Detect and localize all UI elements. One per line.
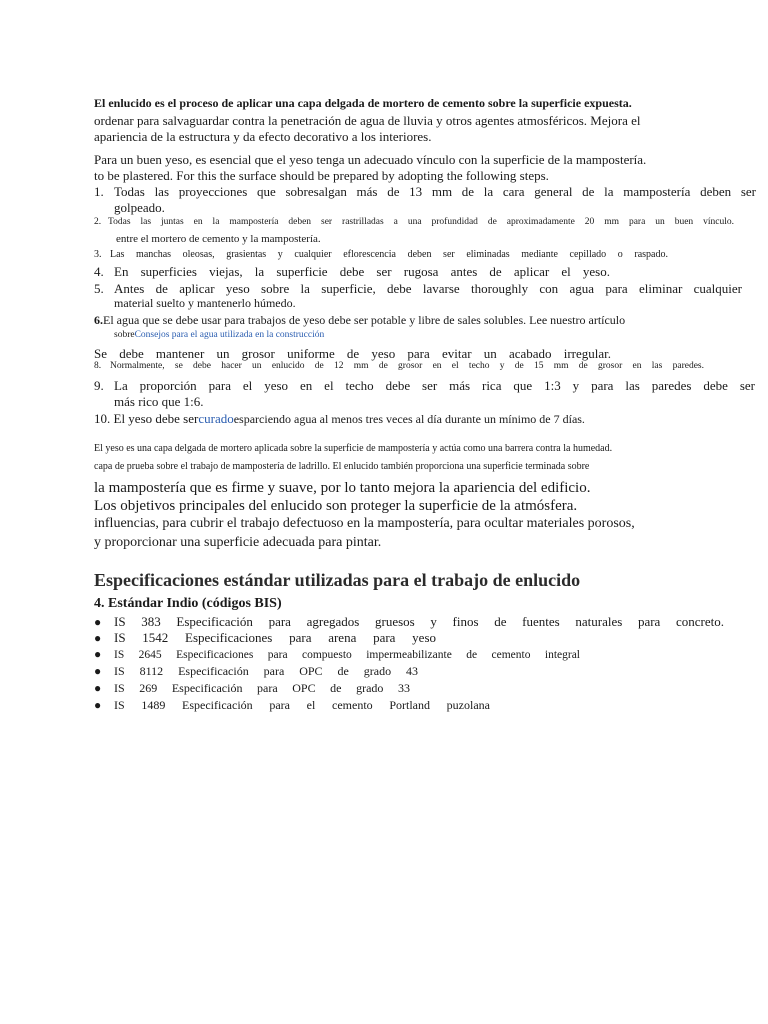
spec-item-text: IS 8112 Especificación para OPC de grado 43 (114, 664, 418, 678)
step-number: 1. (94, 184, 104, 199)
step-number: 6. (94, 313, 103, 327)
step-2-continuation: entre el mortero de cemento y la mampostería. (116, 233, 321, 245)
step-2 (94, 217, 734, 227)
step-text: Todas las juntas en la mampostería deben ser rastrilladas a una profundidad de aproximadamente 20 mm para un buen vínculo. (108, 217, 734, 227)
step-1-continuation: golpeado. (114, 200, 165, 215)
step-text: El agua que se debe usar para trabajos de yeso debe ser potable y libre de sales solubles. Lee nuestro artículo (103, 313, 626, 327)
step-number: 8. (94, 361, 102, 371)
spec-item-text: IS 269 Especificación para OPC de grado 33 (114, 681, 410, 695)
step-4 (94, 264, 610, 280)
curado-link[interactable]: curado (198, 411, 234, 426)
intro-line-3: apariencia de la estructura y da efecto decorativo a los interiores. (94, 129, 432, 144)
intro-line-1: El enlucido es el proceso de aplicar una capa delgada de mortero de cemento sobre la superficie expuesta. (94, 96, 632, 110)
spec-item-text: IS 383 Especificación para agregados gruesos y finos de fuentes naturales para concreto. (114, 614, 724, 629)
bullet-icon: ● (94, 664, 102, 678)
spec-item (94, 614, 724, 630)
yeso-line-3: la mampostería que es firme y suave, por lo tanto mejora la apariencia del edificio. (94, 480, 591, 496)
step-6-continuation (114, 330, 756, 340)
yeso-line-1: El yeso es una capa delgada de mortero aplicada sobre la superficie de mampostería y actúa como una barrera contra la humedad. (94, 443, 613, 454)
specs-heading: Especificaciones estándar utilizadas para el trabajo de enlucido (94, 570, 581, 590)
step-9 (94, 378, 755, 394)
bullet-icon: ● (94, 631, 102, 645)
spec-item-text: IS 1542 Especificaciones para arena para yeso (114, 630, 436, 645)
step-text: Antes de aplicar yeso sobre la superficie, debe lavarse thoroughly con agua para eliminar cualquier (114, 281, 742, 296)
step-6-prefix: sobre (114, 330, 135, 340)
spec-item (94, 698, 490, 713)
bullet-icon: ● (94, 698, 102, 712)
step-10-pre: El yeso debe ser (113, 411, 199, 426)
step-3 (94, 249, 668, 260)
yeso-line-4: Los objetivos principales del enlucido son proteger la superficie de la atmósfera. (94, 498, 578, 514)
step-6 (94, 313, 756, 328)
prep-line-1: Para un buen yeso, es esencial que el yeso tenga un adecuado vínculo con la superficie de la mampostería. (94, 152, 647, 167)
step-number: 3. (94, 249, 102, 260)
step-10 (94, 411, 756, 427)
bullet-icon: ● (94, 647, 102, 661)
spec-item (94, 647, 580, 662)
water-tips-link[interactable]: Consejos para el agua utilizada en la construcción (134, 330, 325, 340)
spec-item (94, 630, 436, 646)
spec-item-text: IS 2645 Especificaciones para compuesto impermeabilizante de cemento integral (114, 649, 580, 661)
spec-item (94, 681, 410, 696)
step-number: 5. (94, 281, 104, 296)
step-9-continuation: más rico que 1:6. (114, 394, 204, 409)
step-text: En superficies viejas, la superficie debe ser rugosa antes de aplicar el yeso. (114, 264, 610, 279)
step-5 (94, 281, 742, 297)
yeso-line-2: capa de prueba sobre el trabajo de mampostería de ladrillo. El enlucido también proporciona una superficie terminada sobre (94, 461, 590, 472)
specs-subheading: 4. Estándar Indio (códigos BIS) (94, 596, 282, 611)
step-number: 10. (94, 411, 111, 426)
bullet-icon: ● (94, 615, 102, 629)
bullet-icon: ● (94, 681, 102, 695)
step-5-continuation: material suelto y mantenerlo húmedo. (114, 296, 296, 310)
spec-item-text: IS 1489 Especificación para el cemento Portland puzolana (114, 698, 490, 712)
yeso-line-5: influencias, para cubrir el trabajo defectuoso en la mampostería, para ocultar materiales porosos, (94, 516, 635, 531)
prep-line-2: to be plastered. For this the surface should be prepared by adopting the following steps. (94, 168, 549, 183)
step-number: 2. (94, 217, 102, 227)
yeso-line-6: y proporcionar una superficie adecuada para pintar. (94, 535, 382, 550)
step-number: 4. (94, 264, 104, 279)
intro-line-2: ordenar para salvaguardar contra la penetración de agua de lluvia y otros agentes atmosféricos. Mejora el (94, 113, 641, 128)
step-1 (94, 184, 756, 200)
step-10-post: esparciendo agua al menos tres veces al día durante un mínimo de 7 días. (233, 412, 585, 426)
step-text: Todas las proyecciones que sobresalgan más de 13 mm de la cara general de la mampostería deben ser (114, 184, 756, 199)
step-text: La proporción para el yeso en el techo debe ser más rica que 1:3 y para las paredes debe ser (114, 378, 755, 393)
step-number: 9. (94, 378, 104, 393)
step-8 (94, 361, 704, 371)
step-text: Las manchas oleosas, grasientas y cualquier eflorescencia deben ser eliminadas mediante cepillado o raspado. (110, 249, 668, 260)
spec-item (94, 664, 418, 679)
step-text: Normalmente, se debe hacer un enlucido de 12 mm de grosor en el techo y de 15 mm de grosor en las paredes. (110, 361, 704, 371)
step-7: Se debe mantener un grosor uniforme de yeso para evitar un acabado irregular. (94, 346, 611, 361)
